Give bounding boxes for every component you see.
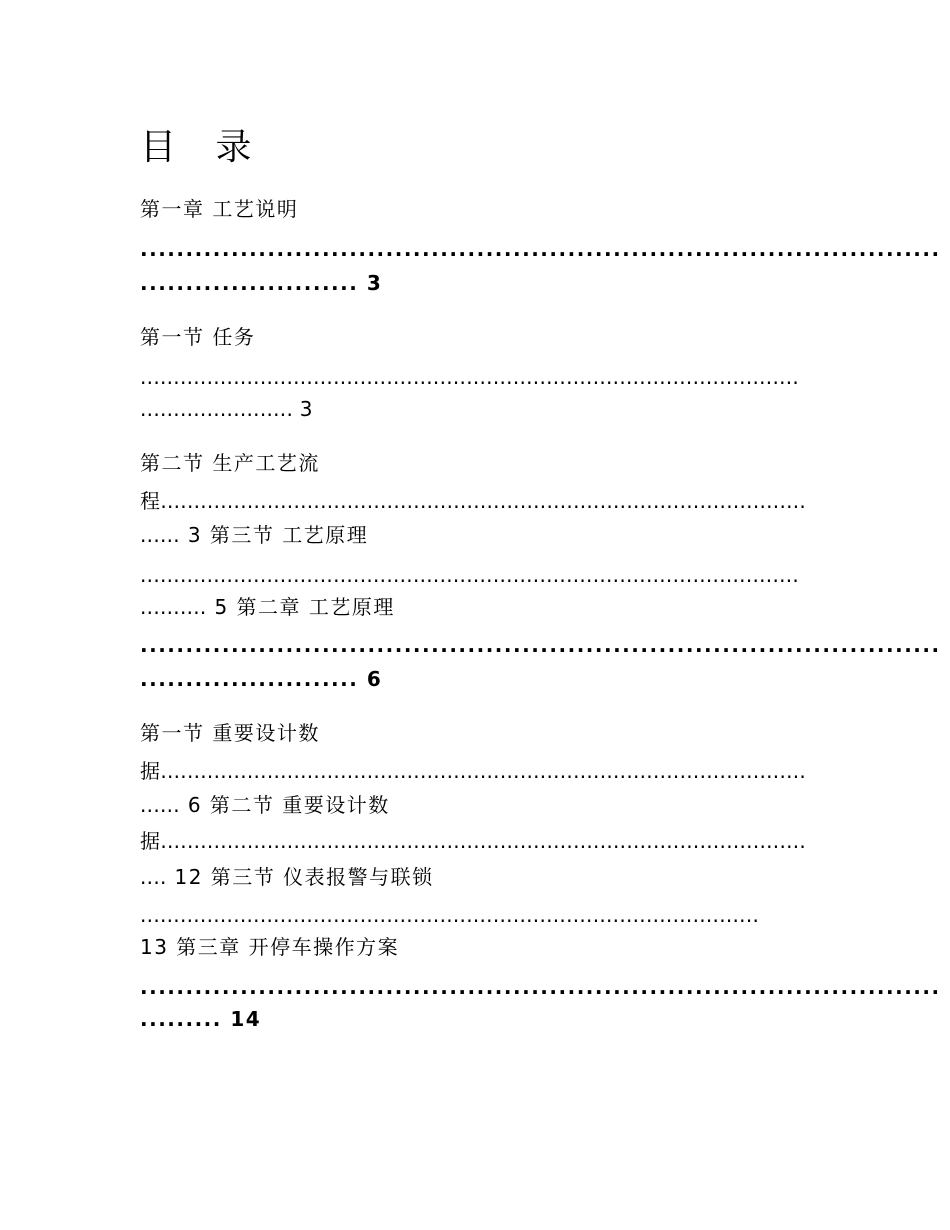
toc-title: 目 录 — [140, 127, 266, 168]
toc-leader-dots: ........................................................................................ — [140, 237, 941, 261]
toc-page-number: 14 — [230, 1007, 262, 1031]
toc-page-number: 6 — [366, 667, 383, 691]
toc-leader-dots: ................................................................................................. — [160, 759, 807, 783]
toc-page-number: 3 — [299, 397, 313, 421]
toc-entry-section-1-2-cont — [140, 488, 807, 514]
toc-leader-dots: ....................... — [140, 397, 294, 421]
toc-leader-dots: ................................................................................................... — [140, 365, 800, 389]
toc-entry-section-2-2-cont — [140, 828, 807, 854]
toc-entry-text: 据 — [140, 829, 161, 853]
toc-entry-text: 12 第三节 仪表报警与联锁 — [174, 865, 434, 889]
toc-entry-section-1-3 — [140, 522, 368, 548]
toc-leader-dots: ........................................................................................ — [140, 975, 941, 999]
toc-leader-dots: .... — [140, 865, 167, 889]
toc-entry-text: 5 第二章 工艺原理 — [214, 595, 395, 619]
toc-leader-dots: ................................................................................................... — [140, 563, 800, 587]
toc-entry-text: 3 第三节 工艺原理 — [187, 523, 369, 547]
toc-leader-dots: ........................ — [140, 271, 359, 295]
toc-leader-dots: ...... — [140, 793, 180, 817]
toc-entry-section-1-1-page — [140, 396, 313, 422]
toc-entry-section-1-1: 第一节 任务 — [140, 325, 256, 349]
toc-entry-text: 程 — [140, 489, 161, 513]
toc-leader-dots: ......... — [140, 1007, 222, 1031]
toc-leader-dots: ................................................................................................. — [160, 489, 807, 513]
toc-leader-dots: ................................................................................................. — [160, 829, 807, 853]
toc-entry-chapter-2 — [140, 594, 395, 620]
toc-entry-section-1-2: 第二节 生产工艺流 — [140, 451, 320, 475]
toc-leader-dots: .......... — [140, 595, 207, 619]
toc-entry-section-2-1: 第一节 重要设计数 — [140, 721, 320, 745]
toc-leader-dots: ............................................................................................. — [140, 903, 760, 927]
toc-entry-chapter-2-page — [140, 666, 382, 692]
toc-entry-chapter-3: 13 第三章 开停车操作方案 — [140, 935, 400, 959]
toc-entry-section-2-2 — [140, 792, 390, 818]
toc-entry-section-2-1-cont — [140, 758, 807, 784]
toc-leader-dots: ...... — [140, 523, 180, 547]
toc-entry-text: 6 第二节 重要设计数 — [187, 793, 390, 817]
toc-entry-chapter-3-page — [140, 1006, 261, 1032]
toc-entry-text: 据 — [140, 759, 161, 783]
toc-leader-dots: ........................................................................................ — [140, 633, 941, 657]
toc-leader-dots: ........................ — [140, 667, 359, 691]
toc-entry-chapter-1: 第一章 工艺说明 — [140, 197, 299, 221]
toc-entry-chapter-1-page — [140, 270, 382, 296]
toc-entry-section-2-3 — [140, 864, 434, 890]
toc-page-number: 3 — [366, 271, 383, 295]
